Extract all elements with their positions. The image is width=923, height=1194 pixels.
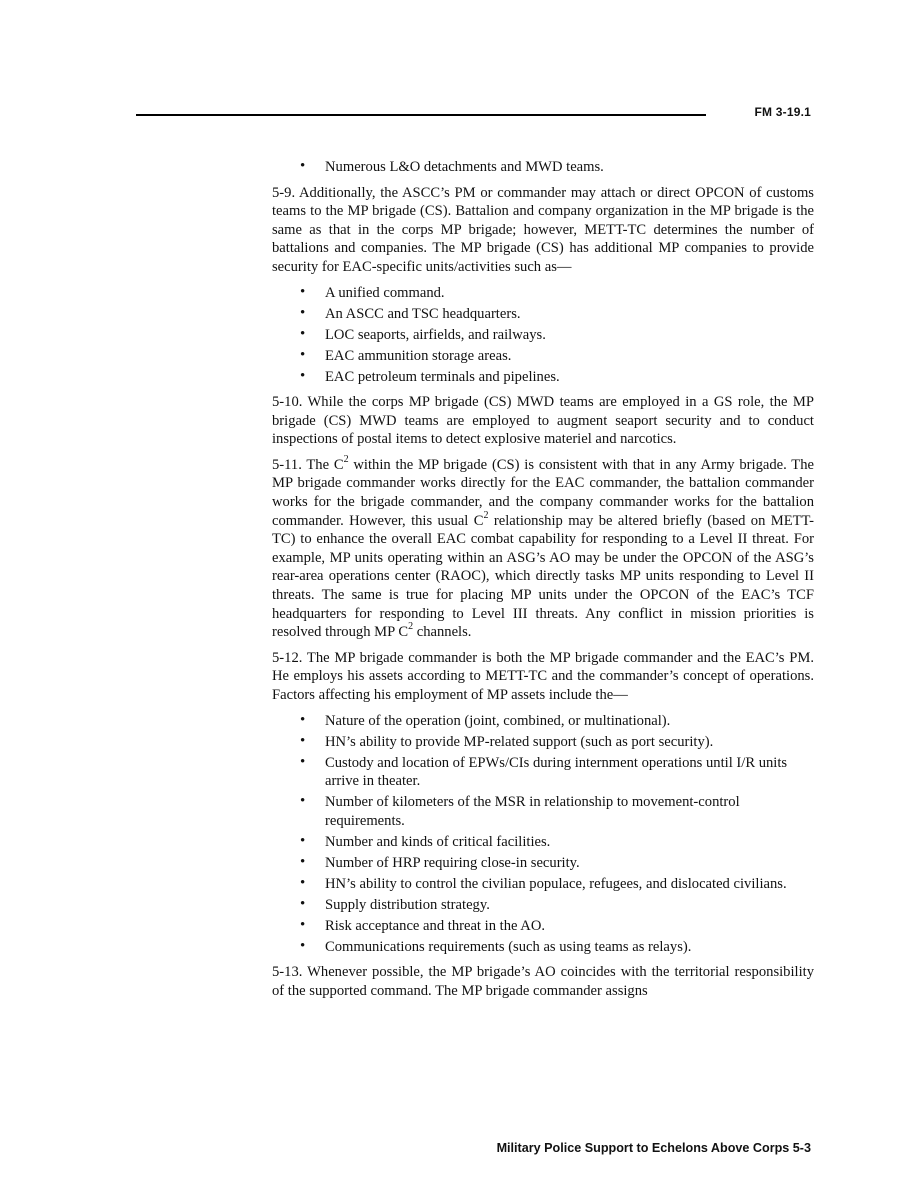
list-item xyxy=(272,896,814,915)
list-item-text: HN’s ability to provide MP-related support (such as port security). xyxy=(325,733,714,750)
bullet-icon: • xyxy=(300,895,306,912)
paragraph-5-10: 5-10. While the corps MP brigade (CS) MWD teams are employed in a GS role, the MP brigade (CS) MWD teams are employed to augment seaport security and to conduct inspections of postal items to detect explosive materiel and narcotics. xyxy=(272,394,814,448)
list-item-text: EAC petroleum terminals and pipelines. xyxy=(325,368,560,385)
list-item xyxy=(272,938,814,957)
list-item-text: Communications requirements (such as using teams as relays). xyxy=(325,938,692,955)
bullet-icon: • xyxy=(300,832,306,849)
paragraph-5-12: 5-12. The MP brigade commander is both the MP brigade commander and the EAC’s PM. He employs his assets according to METT-TC and the commander’s concept of operations. Factors affecting his employment of MP assets include the— xyxy=(272,649,814,703)
list-item xyxy=(272,754,814,791)
list-item xyxy=(272,733,814,752)
paragraph-5-13: 5-13. Whenever possible, the MP brigade’s AO coincides with the territorial responsibility of the supported command. The MP brigade commander assigns xyxy=(272,964,814,999)
header-rule xyxy=(136,114,706,116)
list-item-text: Custody and location of EPWs/CIs during internment operations until I/R units arrive in theater. xyxy=(325,754,788,790)
list-item-text: Numerous L&O detachments and MWD teams. xyxy=(325,159,604,175)
list-item-text: Number of HRP requiring close-in security. xyxy=(325,854,580,871)
list-item-text: LOC seaports, airfields, and railways. xyxy=(325,326,546,343)
list-item-text: EAC ammunition storage areas. xyxy=(325,347,512,364)
bullet-list-5-9 xyxy=(272,284,814,387)
list-item-text: Nature of the operation (joint, combined, or multinational). xyxy=(325,712,671,729)
footer-title: Military Police Support to Echelons Above Corps 5-3 xyxy=(496,1141,811,1155)
superscript-2: 2 xyxy=(408,621,414,633)
bullet-list-5-12 xyxy=(272,712,814,957)
bullet-icon: • xyxy=(300,874,306,891)
bullet-icon: • xyxy=(300,346,306,363)
list-item xyxy=(272,368,814,387)
paragraph-5-11-part-d: channels. xyxy=(413,624,472,641)
list-item xyxy=(272,712,814,731)
bullet-icon: • xyxy=(300,937,306,954)
list-item xyxy=(272,854,814,873)
page-body xyxy=(272,158,814,1007)
paragraph-5-9: 5-9. Additionally, the ASCC’s PM or commander may attach or direct OPCON of customs teams to the MP brigade (CS). Battalion and company organization in the MP brigade is the same as that in the corps MP brigade; however, METT-TC determines the number of battalions and companies. The MP brigade (CS) has additional MP companies to provide security for EAC-specific units/activities such as— xyxy=(272,184,814,275)
list-item xyxy=(272,833,814,852)
list-item-text: An ASCC and TSC headquarters. xyxy=(325,305,521,322)
paragraph-5-11-part-c: relationship may be altered briefly (based on METT-TC) to enhance the overall EAC combat capability for responding to a Level II threat. For example, MP units operating within an ASG’s AO may be under the OPCON of the ASG’s rear-area operations center (RAOC), which directly tasks MP units responding to Level II threats. The same is true for placing MP units under the OPCON of the EAC’s TCF headquarters for responding to Level III threats. Any conflict in mission priorities is resolved through MP C xyxy=(272,512,814,641)
bullet-icon: • xyxy=(300,367,306,384)
list-item-text: Supply distribution strategy. xyxy=(325,896,490,913)
header-doc-id: FM 3-19.1 xyxy=(754,105,811,119)
bullet-icon: • xyxy=(300,793,306,810)
bullet-icon: • xyxy=(300,158,306,174)
bullet-icon: • xyxy=(300,753,306,770)
list-item xyxy=(272,793,814,830)
list-item-text: Number and kinds of critical facilities. xyxy=(325,833,551,850)
list-item-text: HN’s ability to control the civilian populace, refugees, and dislocated civilians. xyxy=(325,875,787,892)
list-item xyxy=(272,305,814,324)
list-item xyxy=(272,326,814,345)
list-item xyxy=(272,875,814,894)
superscript-2: 2 xyxy=(343,454,349,466)
list-item-text: A unified command. xyxy=(325,284,445,301)
list-item-text: Risk acceptance and threat in the AO. xyxy=(325,917,546,934)
bullet-icon: • xyxy=(300,711,306,728)
bullet-list-top xyxy=(272,158,814,177)
paragraph-5-11 xyxy=(272,456,814,642)
list-item xyxy=(272,284,814,303)
bullet-icon: • xyxy=(300,325,306,342)
bullet-icon: • xyxy=(300,304,306,321)
bullet-icon: • xyxy=(300,916,306,933)
list-item xyxy=(272,347,814,366)
list-item xyxy=(272,917,814,936)
bullet-icon: • xyxy=(300,283,306,300)
bullet-icon: • xyxy=(300,853,306,870)
list-item xyxy=(272,158,814,177)
bullet-icon: • xyxy=(300,732,306,749)
paragraph-5-11-part-a: 5-11. The C xyxy=(272,456,344,473)
list-item-text: Number of kilometers of the MSR in relationship to movement-control requirements. xyxy=(325,794,740,829)
superscript-2: 2 xyxy=(483,509,489,521)
paragraph-5-11-part-b: within the MP brigade (CS) is consistent with that in any Army brigade. The MP brigade commander works directly for the EAC commander, the battalion commander works for the brigade commander, and the company commander works for the battalion commander. However, this usual C xyxy=(272,456,814,529)
